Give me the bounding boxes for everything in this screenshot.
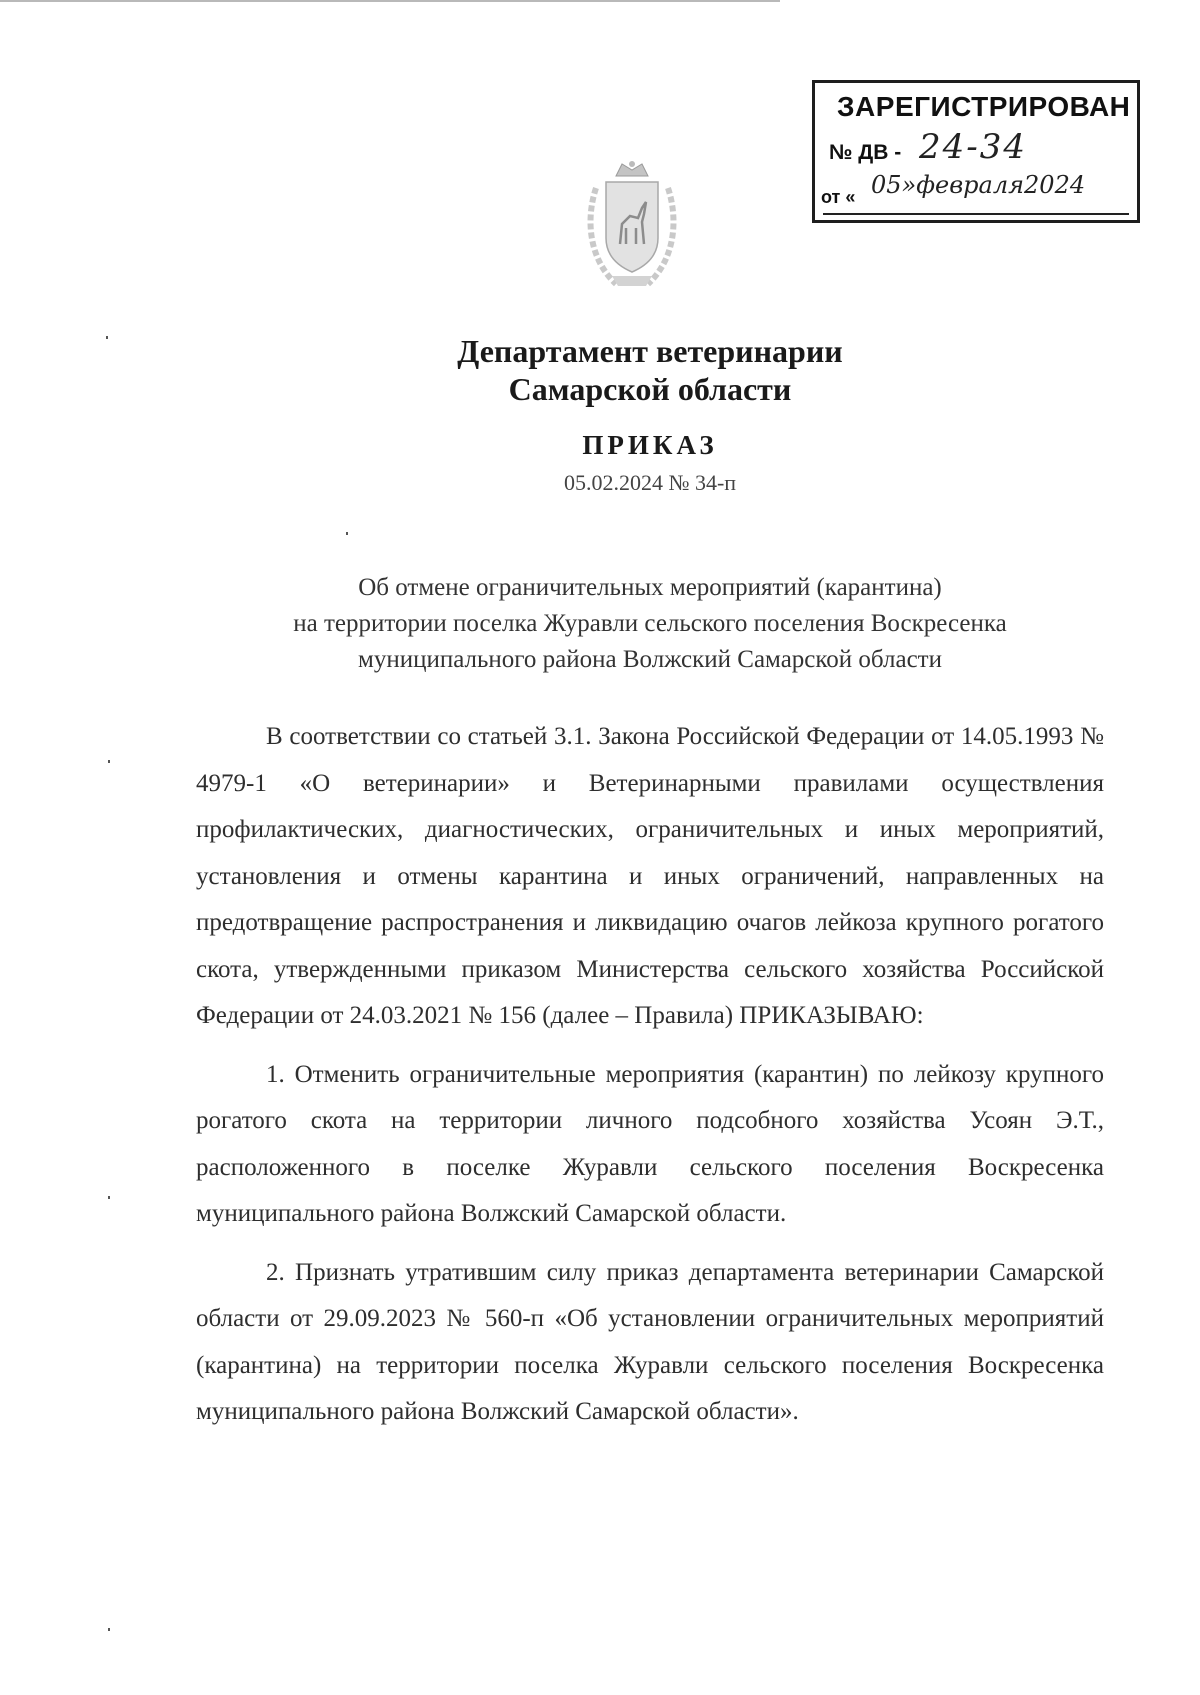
stamp-date-value: 05»февраля2024 xyxy=(871,171,1086,199)
samara-coat-of-arms-icon xyxy=(586,158,678,294)
stamp-number-label: № ДВ - xyxy=(829,141,902,164)
scan-speck xyxy=(108,1628,110,1631)
department-name xyxy=(0,332,1200,408)
document-type: ПРИКАЗ xyxy=(582,430,718,460)
stamp-underline xyxy=(823,213,1129,215)
document-subject xyxy=(0,570,1200,678)
stamp-title: ЗАРЕГИСТРИРОВАН xyxy=(837,91,1131,122)
scan-speck xyxy=(346,532,348,535)
order-item-1: 1. Отменить ограничительные мероприятия (карантин) по лейкозу крупного рогатого скота на территории личного подсобного хозяйства Усоян Э.Т., расположенного в поселке Журавли сельского поселения Воскресенка муниципального района Волжский Самарской области. xyxy=(196,1060,1104,1227)
order-item-2: 2. Признать утратившим силу приказ департамента ветеринарии Самарской области от 29.09.2023 № 560-п «Об установлении ограничительных мероприятий (карантина) на территории поселка Журавли сельского поселения Воскресенка муниципального района Волжский Самарской области». xyxy=(196,1258,1104,1425)
preamble-paragraph: В соответствии со статьей 3.1. Закона Российской Федерации от 14.05.1993 № 4979-1 «О ветеринарии» и Ветеринарными правилами осуществления профилактических, диагностических, ограничительных и иных мероприятий, установления и отмены карантина и иных ограничений, направленных на предотвращение распространения и ликвидацию очагов лейкоза крупного рогатого скота, утвержденными приказом Министерства сельского хозяйства Российской Федерации от 24.03.2021 № 156 (далее – Правила) ПРИКАЗЫВАЮ: xyxy=(196,723,1104,1029)
subject-line-2: на территории поселка Журавли сельского поселения Воскресенка xyxy=(293,610,1007,637)
subject-line-1: Об отмене ограничительных мероприятий (карантина) xyxy=(358,574,942,601)
stamp-number-value: 24-34 xyxy=(919,127,1028,167)
subject-line-3: муниципального района Волжский Самарской области xyxy=(358,646,942,673)
department-line-1: Департамент ветеринарии xyxy=(457,333,843,369)
scan-speck xyxy=(108,1196,110,1199)
document-date-number: 05.02.2024 № 34-п xyxy=(563,470,737,495)
stamp-date-label: от « xyxy=(821,187,856,207)
scan-top-edge xyxy=(0,0,780,2)
department-line-2: Самарской области xyxy=(508,371,792,407)
registration-stamp xyxy=(812,80,1140,223)
scan-speck xyxy=(108,760,110,763)
document-body xyxy=(196,714,1104,1448)
